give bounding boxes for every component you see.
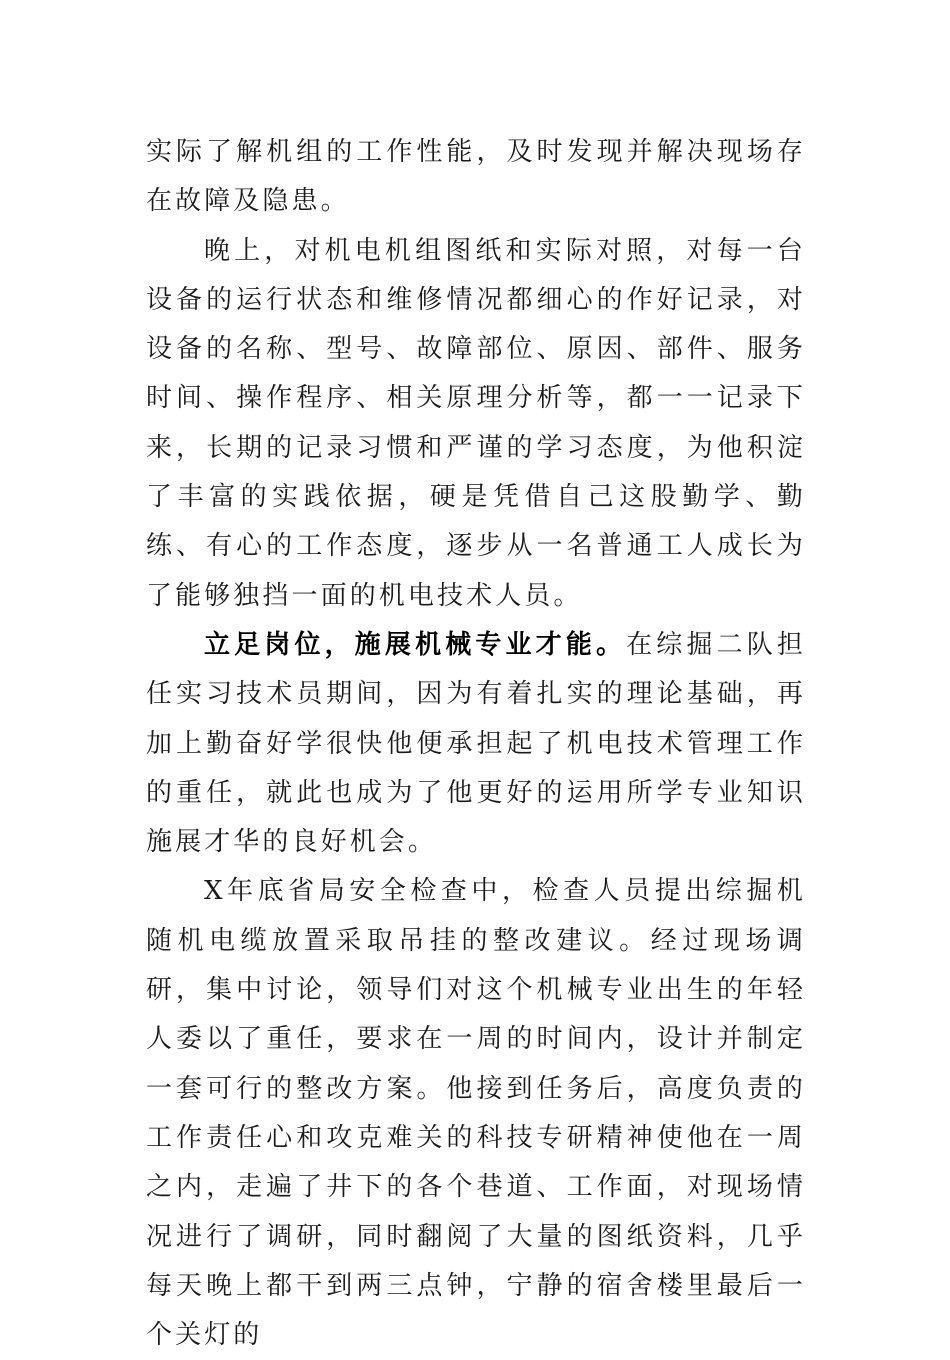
paragraph-4-text: X年底省局安全检查中，检查人员提出综掘机随机电缆放置采取吊挂的整改建议。经过现场调研，集中讨论，领导们对这个机械专业出生的年轻人委以了重任，要求在一周的时间内，设计并制定一套可行的整改方案。他接到任务后，高度负责的工作责任心和攻克难关的科技专研精神使他在一周之内，走遍了井下的各个巷道、工作面，对现场情况进行了调研，同时翻阅了大量的图纸资料，几乎每天晚上都干到两三点钟，宁静的宿舍楼里最后一个关灯的	[146, 876, 806, 1351]
paragraph-1-text: 实际了解机组的工作性能，及时发现并解决现场存在故障及隐患。	[146, 137, 806, 217]
paragraph-3-text: 在综掘二队担任实习技术员期间，因为有着扎实的理论基础，再加上勤奋好学很快他便承担起了机电技术管理工作的重任，就此也成为了他更好的运用所学专业知识施展才华的良好机会。	[146, 629, 806, 858]
paragraph-3-heading: 立足岗位，施展机械专业才能。	[204, 629, 627, 660]
paragraph-3	[146, 621, 806, 867]
paragraph-1	[146, 128, 806, 227]
paragraph-2	[146, 227, 806, 621]
paragraph-4	[146, 867, 806, 1360]
paragraph-2-text: 晚上，对机电机组图纸和实际对照，对每一台设备的运行状态和维修情况都细心的作好记录，对设备的名称、型号、故障部位、原因、部件、服务时间、操作程序、相关原理分析等，都一一记录下来，长期的记录习惯和严谨的学习态度，为他积淀了丰富的实践依据，硬是凭借自己这股勤学、勤练、有心的工作态度，逐步从一名普通工人成长为了能够独挡一面的机电技术人员。	[146, 235, 806, 611]
document-body	[146, 128, 806, 1360]
